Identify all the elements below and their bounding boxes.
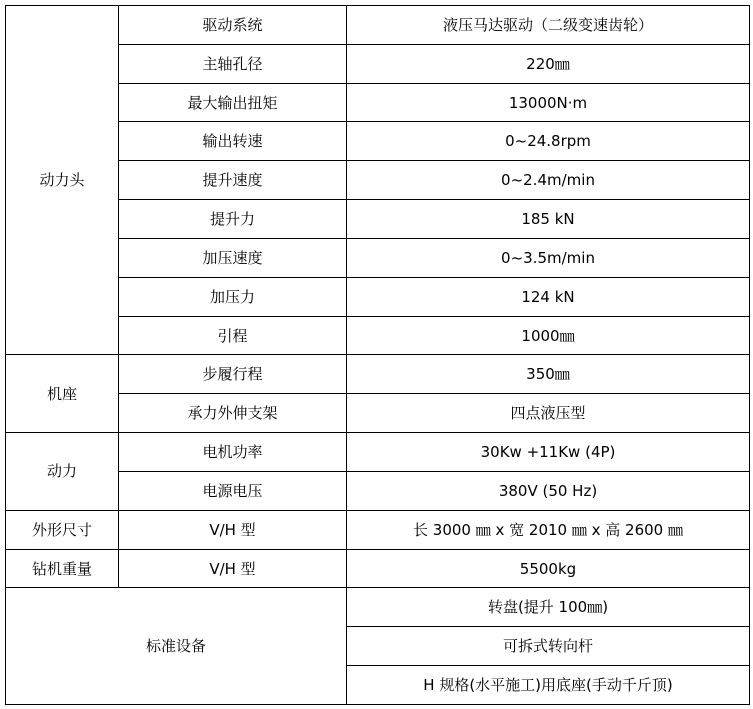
param-label: 输出转速 [119,122,347,161]
param-value: 0~2.4m/min [347,161,750,200]
param-label: 驱动系统 [119,6,347,45]
param-label: 步履行程 [119,355,347,394]
param-value: 30Kw +11Kw (4P) [347,433,750,472]
table-row [6,355,750,394]
param-label: 最大输出扭矩 [119,83,347,122]
table-row [6,549,750,588]
param-value: 350㎜ [347,355,750,394]
table-row [6,433,750,472]
param-value: 185 kN [347,200,750,239]
param-label: 提升速度 [119,161,347,200]
param-value: 1000㎜ [347,316,750,355]
table-row [6,588,750,627]
param-value: 220㎜ [347,44,750,83]
param-label: 引程 [119,316,347,355]
param-value: 13000N·m [347,83,750,122]
param-value: 液压马达驱动（二级变速齿轮） [347,6,750,45]
param-label: 承力外伸支架 [119,394,347,433]
param-label: 电机功率 [119,433,347,472]
param-label: 电源电压 [119,471,347,510]
spec-table [5,5,750,705]
category-cell: 动力 [6,433,119,511]
param-label: 加压速度 [119,238,347,277]
param-value: 124 kN [347,277,750,316]
param-label: V/H 型 [119,549,347,588]
category-cell: 动力头 [6,6,119,355]
equipment-item: 可拆式转向杆 [347,627,750,666]
table-row [6,6,750,45]
param-label: 加压力 [119,277,347,316]
param-value: 长 3000 ㎜ x 宽 2010 ㎜ x 高 2600 ㎜ [347,510,750,549]
param-label: V/H 型 [119,510,347,549]
param-value: 四点液压型 [347,394,750,433]
equipment-item: H 规格(水平施工)用底座(手动千斤顶) [347,666,750,705]
category-cell: 钻机重量 [6,549,119,588]
param-value: 5500kg [347,549,750,588]
param-value: 0~3.5m/min [347,238,750,277]
category-cell: 标准设备 [6,588,347,705]
category-cell: 外形尺寸 [6,510,119,549]
category-cell: 机座 [6,355,119,433]
table-row [6,510,750,549]
param-value: 380V (50 Hz) [347,471,750,510]
param-label: 提升力 [119,200,347,239]
param-value: 0~24.8rpm [347,122,750,161]
equipment-item: 转盘(提升 100㎜) [347,588,750,627]
param-label: 主轴孔径 [119,44,347,83]
